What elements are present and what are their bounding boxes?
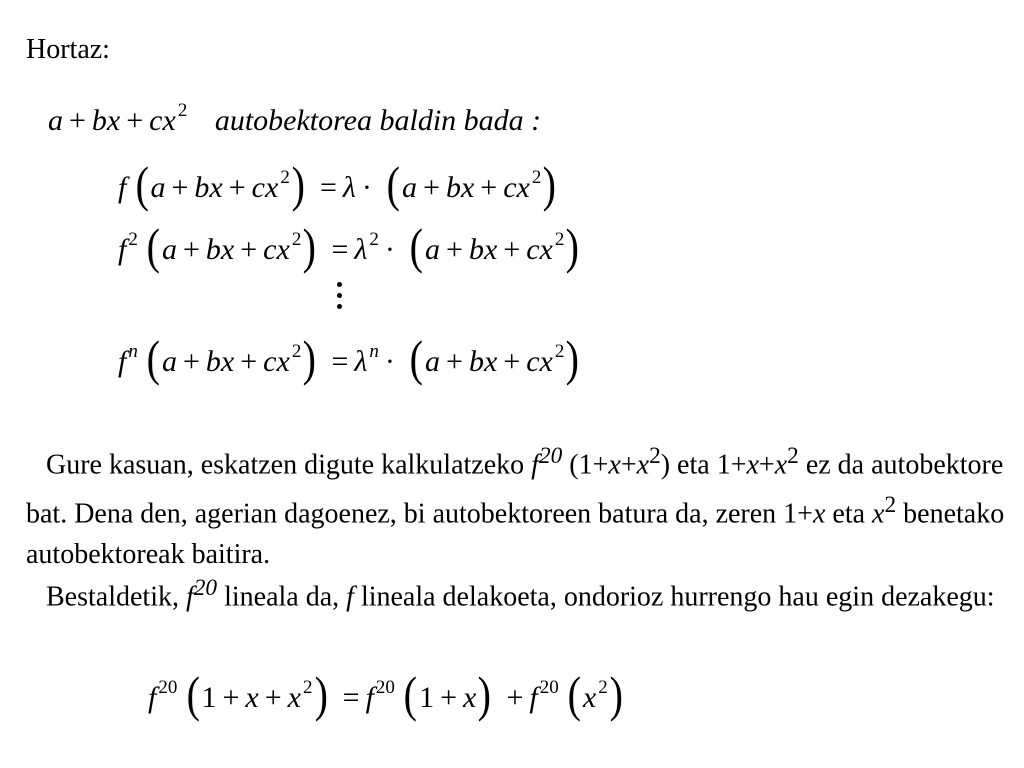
function-f: f [118,171,127,204]
paragraph-explanation: Gure kasuan, eskatzen digute kalkulatzeko $f^{20}$ $(1+x+x^2)$ eta $1+x+x^2$ ez da autobektore bat. Dena den, agerian dagoenez, bi autobektoreen batura da, zeren 1+x eta $x^2$ benetako autobektoreak baitira. [26,443,1005,570]
vertical-ellipsis [337,282,343,315]
open-paren: ( [135,156,149,212]
paragraph-linearity: Bestaldetik, $f^{20}$ lineala da, f lineala delakoeta, ondorioz hurrengo hau egin dezakegu: [46,575,995,613]
equation-f: f (a + bx + cx $^2$) = λ · (a + bx + cx $^2$) [118,156,557,212]
equation-f2: f $^2$ (a + bx + cx $^2$) = λ $^2$ · (a + bx + cx $^2$) [118,218,580,274]
equation-fn: f $^n$ (a + bx + cx $^2$) = λ $^n$ · (a + bx + cx $^2$) [118,330,580,386]
lambda: λ [342,171,356,204]
function-f: f [118,233,127,266]
lambda-exponent: 2 [369,229,379,250]
heading-hortaz: Hortaz: [26,34,110,65]
close-paren: ) [291,156,305,212]
f-exponent: 2 [128,229,138,250]
exponent: 2 [177,100,188,121]
final-equation: f $^{20}$ (1 + x + x $^2$) = f $^{20}$ (1 + x) + f $^{20}$ (x $^2$) [148,666,623,722]
term-cx: cx [149,104,176,137]
function-f: f [118,345,127,378]
term-bx: bx [91,104,121,137]
var-a: a [48,104,63,137]
lambda: λ [354,345,368,378]
condition-words: autobektorea baldin bada : [214,104,542,137]
f-exponent: n [128,341,138,362]
lambda-exponent: n [369,341,379,362]
lambda: λ [354,233,368,266]
eigenvector-condition: a + bx + cx $^2$ autobektorea baldin bada : [48,100,542,137]
